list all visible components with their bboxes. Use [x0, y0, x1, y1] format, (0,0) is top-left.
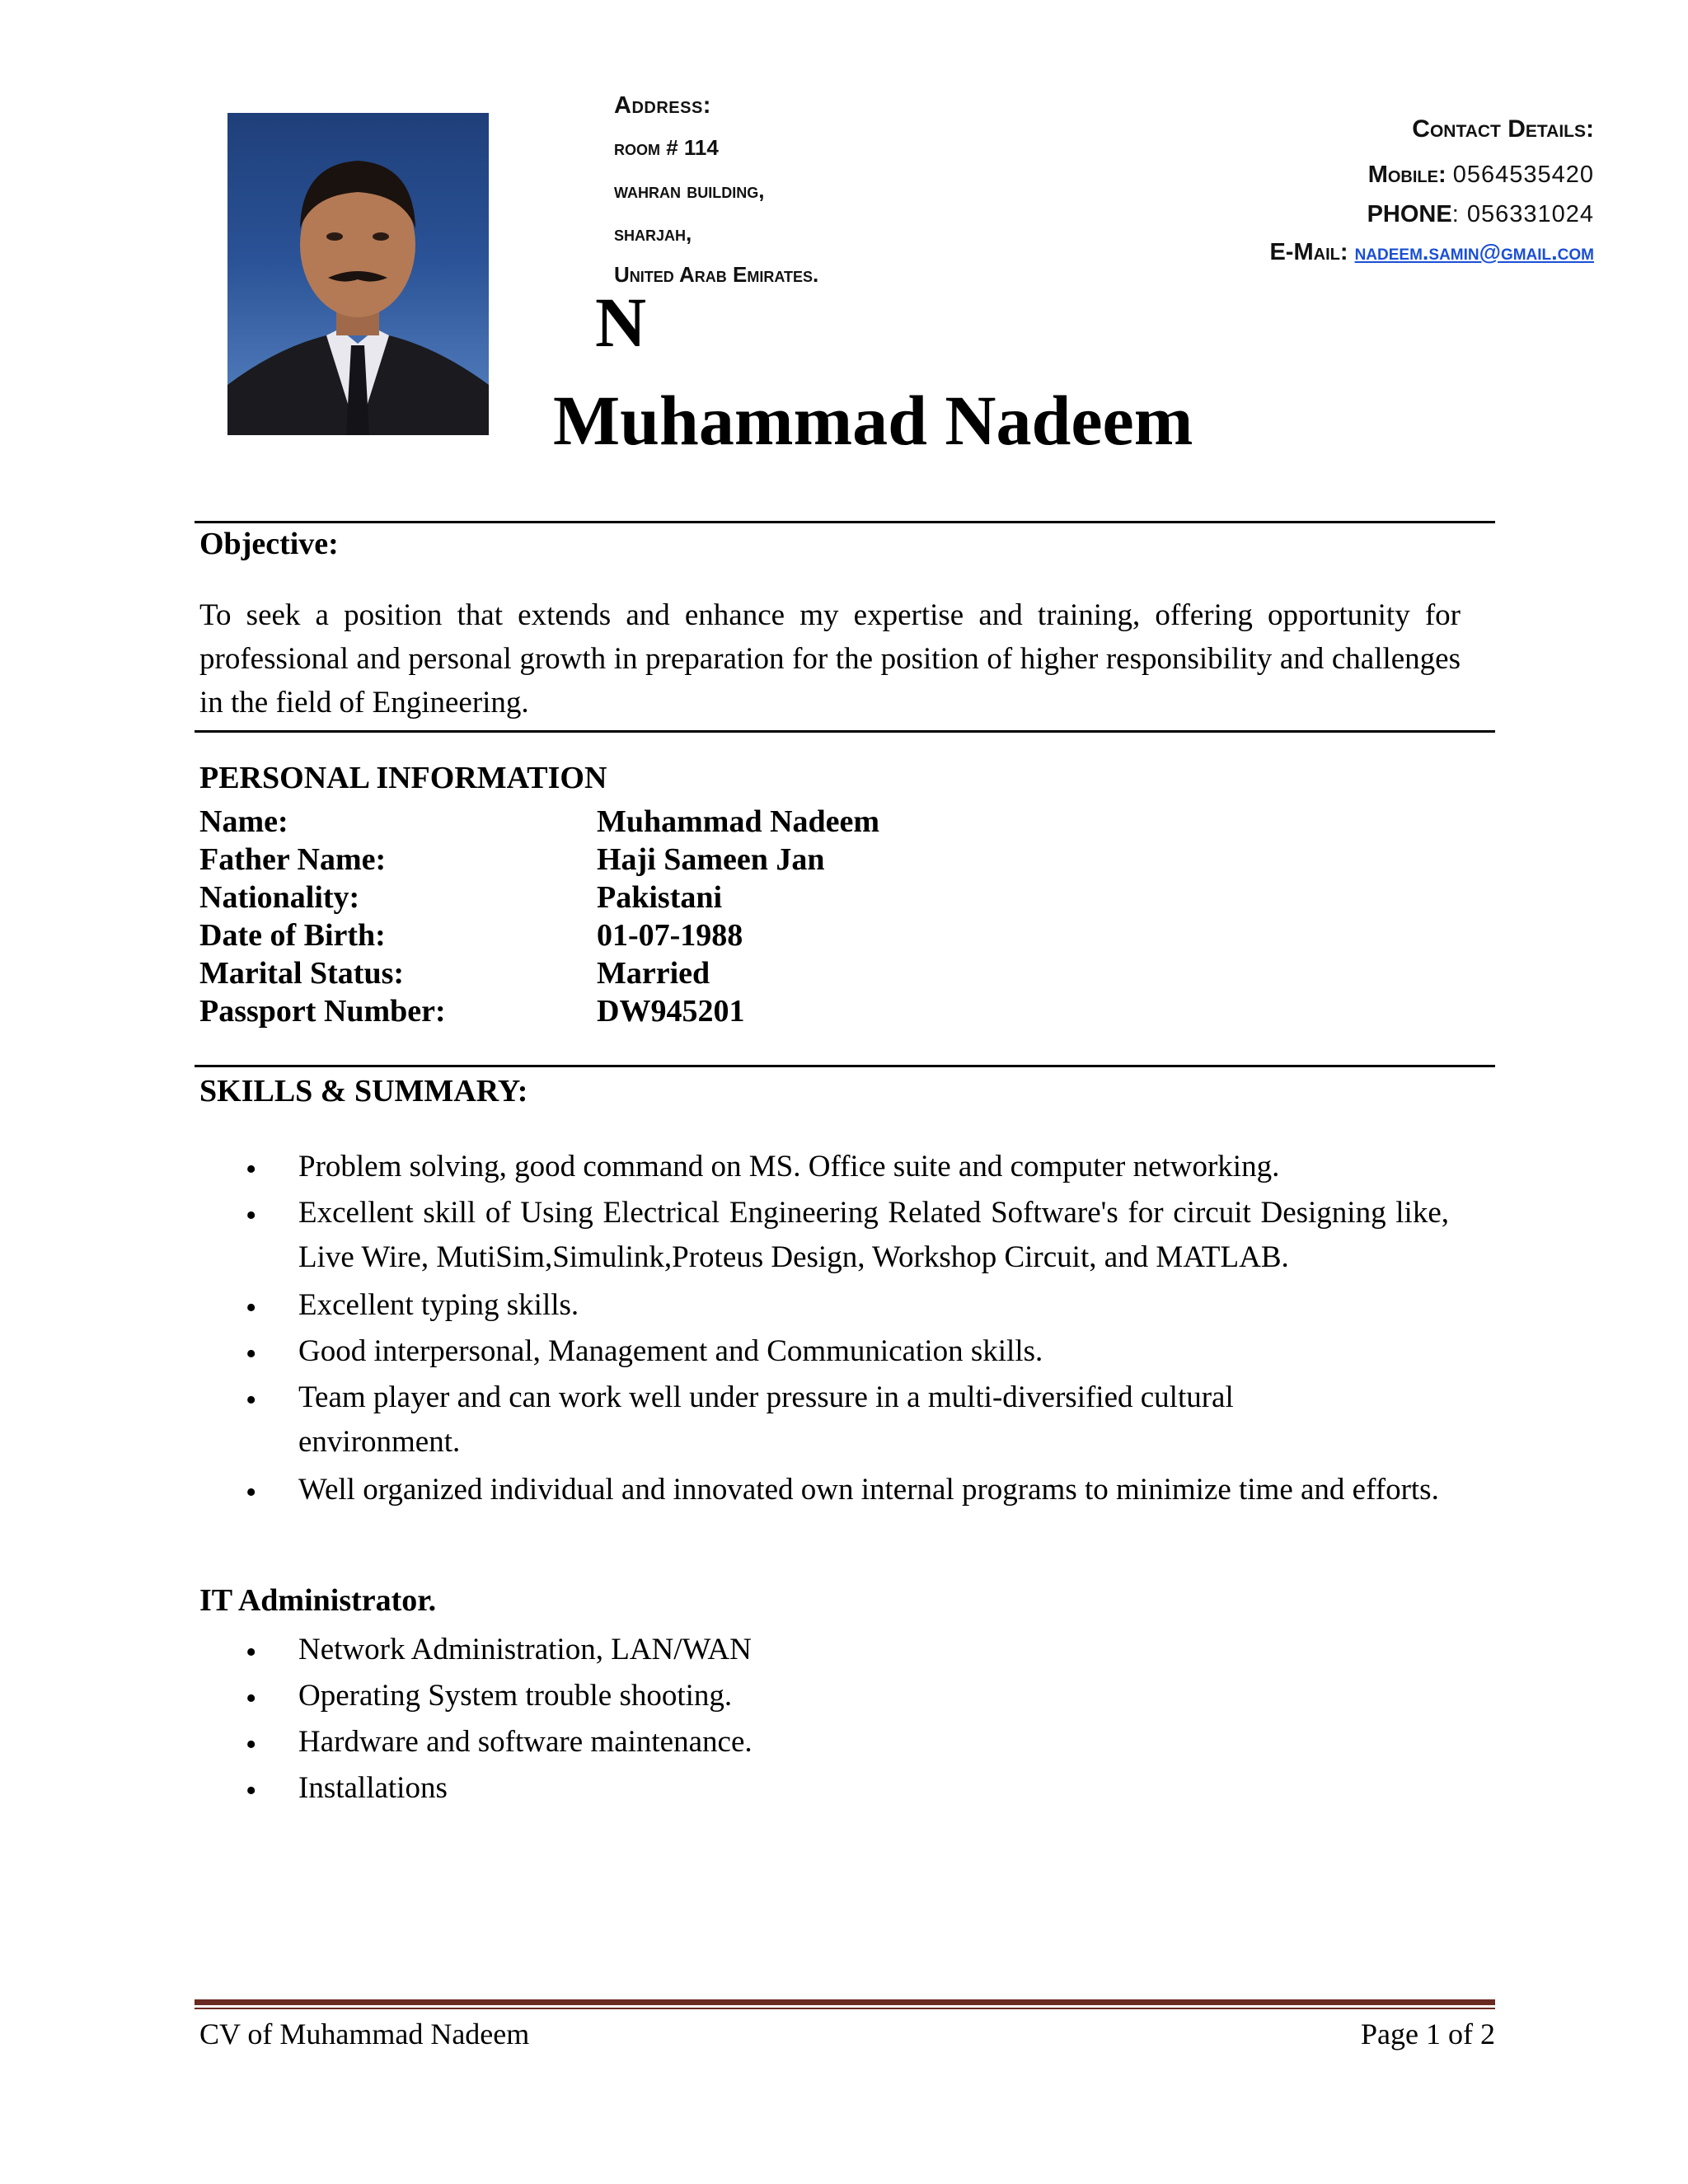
- objective-title: Objective:: [199, 527, 339, 561]
- skill-item: Team player and can work well under pressure in a multi-diversified cultural environment.: [298, 1380, 1234, 1459]
- bullet-icon: •: [246, 1681, 257, 1716]
- contact-email: [1269, 239, 1594, 266]
- phone-value: : 056331024: [1451, 201, 1594, 227]
- bullet-icon: •: [246, 1635, 257, 1670]
- mobile-value: 0564535420: [1452, 162, 1594, 188]
- divider: [195, 521, 1495, 523]
- address-line-city: sharjah,: [614, 221, 692, 246]
- address-line-room: room # 114: [614, 135, 719, 160]
- it-admin-title: IT Administrator.: [199, 1583, 437, 1618]
- it-admin-item: Network Administration, LAN/WAN: [298, 1633, 752, 1666]
- profile-photo: [227, 113, 489, 435]
- objective-text: To seek a position that extends and enhance my expertise and training, offering opportunity for professional and personal growth in preparation for the position of higher responsibility and challenges in the field of Engineering.: [199, 598, 1461, 719]
- divider: [195, 1065, 1495, 1067]
- bullet-icon: •: [246, 1198, 257, 1233]
- pi-value-father: Haji Sameen Jan: [597, 842, 825, 877]
- it-admin-item: Operating System trouble shooting.: [298, 1679, 733, 1713]
- name-initial: N: [595, 283, 647, 362]
- pi-value-nationality: Pakistani: [597, 880, 723, 915]
- footer-divider-thin: [195, 2008, 1495, 2009]
- bullet-icon: •: [246, 1383, 257, 1418]
- bullet-icon: •: [246, 1152, 257, 1187]
- bullet-icon: •: [246, 1475, 257, 1510]
- bullet-icon: •: [246, 1727, 257, 1762]
- footer-divider: [195, 1999, 1495, 2005]
- bullet-icon: •: [246, 1291, 257, 1325]
- pi-value-name: Muhammad Nadeem: [597, 804, 880, 839]
- portrait-image: [227, 113, 489, 435]
- it-admin-item: Installations: [298, 1771, 448, 1805]
- phone-label: PHONE: [1367, 201, 1452, 227]
- pi-label-passport: Passport Number:: [199, 994, 446, 1029]
- page-number: Page 1 of 2: [1361, 2018, 1495, 2050]
- personal-info-title: PERSONAL INFORMATION: [199, 761, 607, 795]
- pi-label-name: Name:: [199, 804, 288, 839]
- skills-title: SKILLS & SUMMARY:: [199, 1074, 528, 1108]
- bullet-icon: •: [246, 1337, 257, 1371]
- skill-item: Good interpersonal, Management and Communication skills.: [298, 1334, 1043, 1368]
- skill-item: Problem solving, good command on MS. Office suite and computer networking.: [298, 1150, 1280, 1183]
- footer-title: CV of Muhammad Nadeem: [199, 2018, 530, 2050]
- mobile-label: Mobile:: [1367, 162, 1447, 188]
- contact-mobile: [1368, 162, 1594, 189]
- contact-phone: [1367, 201, 1594, 228]
- pi-label-father: Father Name:: [199, 842, 387, 877]
- divider: [195, 730, 1495, 733]
- skill-item: Excellent skill of Using Electrical Engineering Related Software's for circuit Designing like, Live Wire, MutiSim,Simulink,Proteus Design, Workshop Circuit, and MATLAB.: [298, 1196, 1449, 1274]
- address-line-country: United Arab Emirates.: [614, 262, 819, 287]
- pi-label-dob: Date of Birth:: [199, 918, 386, 953]
- pi-value-dob: 01-07-1988: [597, 918, 743, 953]
- contact-heading: Contact Details:: [1412, 115, 1594, 143]
- email-link[interactable]: nadeem.samin@gmail.com: [1354, 240, 1594, 265]
- page-title: Muhammad Nadeem: [553, 381, 1193, 460]
- address-heading: Address:: [614, 92, 711, 119]
- address-line-building: wahran building,: [614, 178, 765, 203]
- email-label: E-Mail:: [1269, 239, 1348, 265]
- it-admin-item: Hardware and software maintenance.: [298, 1725, 753, 1759]
- pi-value-passport: DW945201: [597, 994, 745, 1029]
- bullet-icon: •: [246, 1774, 257, 1808]
- pi-value-marital: Married: [597, 956, 710, 991]
- skill-item: Excellent typing skills.: [298, 1288, 579, 1322]
- pi-label-nationality: Nationality:: [199, 880, 360, 915]
- skill-item: Well organized individual and innovated own internal programs to minimize time and efforts.: [298, 1473, 1439, 1507]
- pi-label-marital: Marital Status:: [199, 956, 405, 991]
